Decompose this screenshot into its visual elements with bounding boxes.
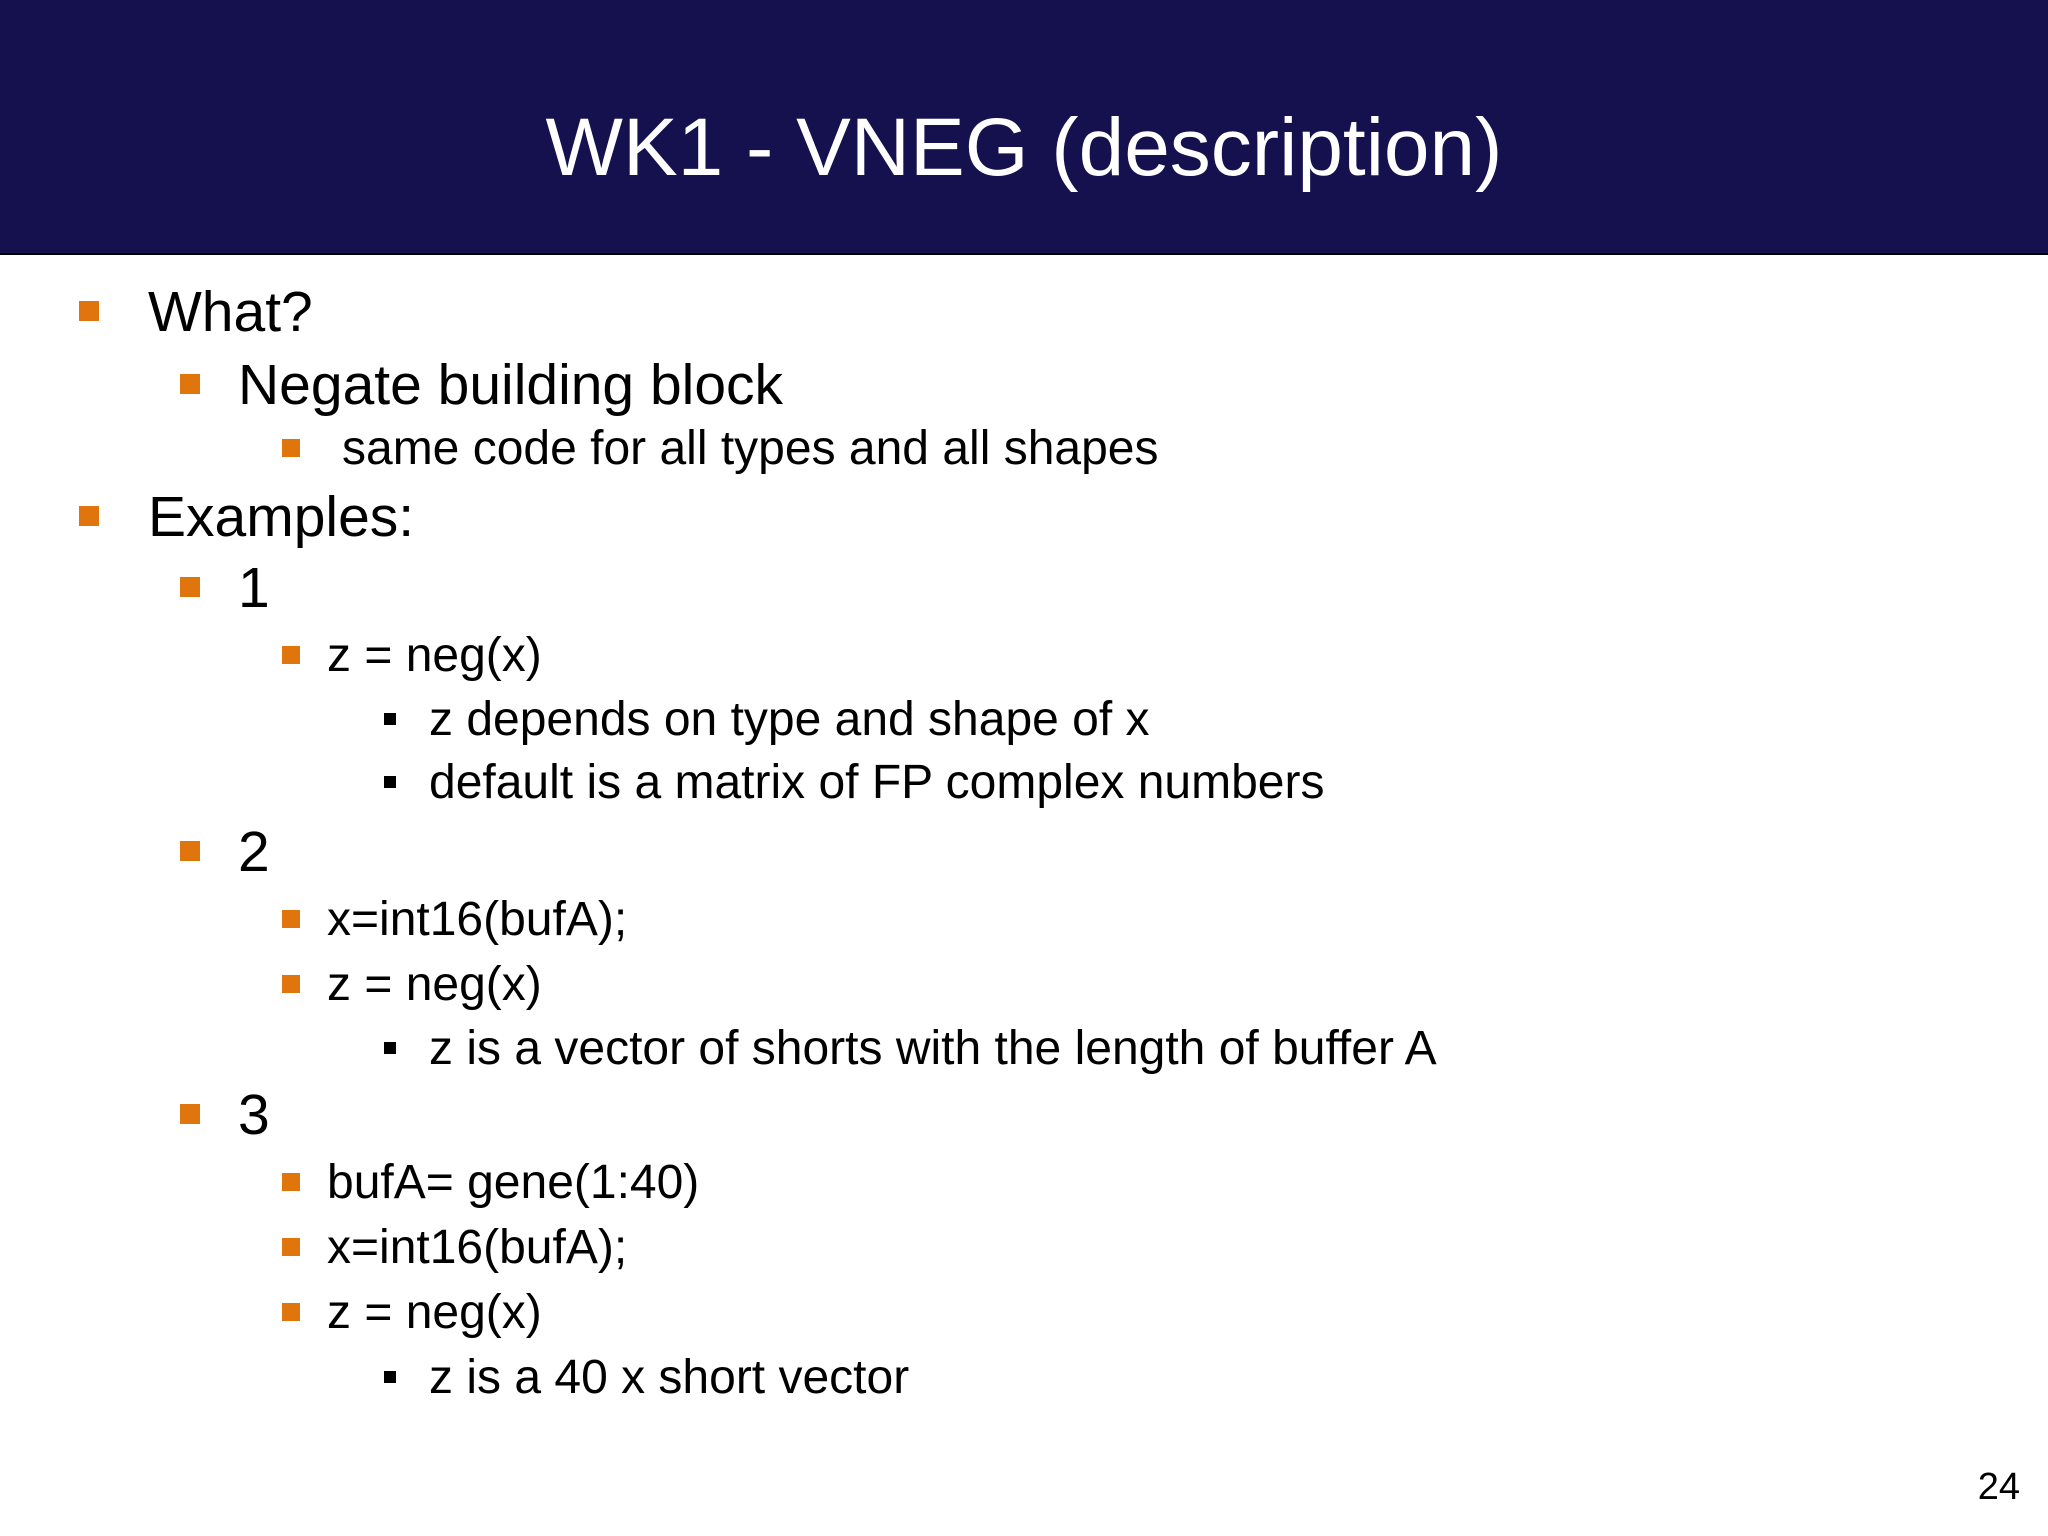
- square-bullet-icon: [384, 776, 396, 788]
- square-bullet-icon: [384, 1371, 396, 1383]
- bullet-text: x=int16(bufA);: [327, 1221, 628, 1274]
- square-bullet-icon: [282, 975, 300, 993]
- square-bullet-icon: [282, 1238, 300, 1256]
- square-bullet-icon: [282, 1303, 300, 1321]
- page-number: 24: [1977, 1466, 2020, 1508]
- square-bullet-icon: [180, 374, 200, 394]
- square-bullet-icon: [79, 301, 99, 321]
- bullet-text: bufA= gene(1:40): [327, 1156, 700, 1209]
- bullet-text: z = neg(x): [327, 629, 542, 682]
- bullet-text: same code for all types and all shapes: [342, 422, 1159, 475]
- bullet-text: x=int16(bufA);: [327, 893, 628, 946]
- square-bullet-icon: [282, 910, 300, 928]
- bullet-text: z depends on type and shape of x: [429, 693, 1150, 746]
- square-bullet-icon: [180, 1104, 200, 1124]
- square-bullet-icon: [180, 841, 200, 861]
- bullet-text: z is a vector of shorts with the length of buffer A: [429, 1022, 1437, 1075]
- square-bullet-icon: [79, 506, 99, 526]
- square-bullet-icon: [282, 1173, 300, 1191]
- slide-title: WK1 - VNEG (description): [545, 102, 1503, 193]
- bullet-text: Negate building block: [238, 353, 784, 417]
- square-bullet-icon: [384, 713, 396, 725]
- bullet-text: 3: [238, 1083, 270, 1147]
- square-bullet-icon: [384, 1042, 396, 1054]
- bullet-text: z = neg(x): [327, 958, 542, 1011]
- bullet-text: What?: [148, 280, 313, 344]
- bullet-text: default is a matrix of FP complex numbers: [429, 756, 1325, 809]
- square-bullet-icon: [282, 646, 300, 664]
- bullet-text: 2: [238, 820, 270, 884]
- square-bullet-icon: [180, 577, 200, 597]
- bullet-text: z is a 40 x short vector: [429, 1351, 910, 1404]
- bullet-text: z = neg(x): [327, 1286, 542, 1339]
- title-bar: [0, 0, 2048, 255]
- bullet-text: 1: [238, 556, 270, 620]
- square-bullet-icon: [282, 439, 300, 457]
- bullet-text: Examples:: [148, 485, 415, 549]
